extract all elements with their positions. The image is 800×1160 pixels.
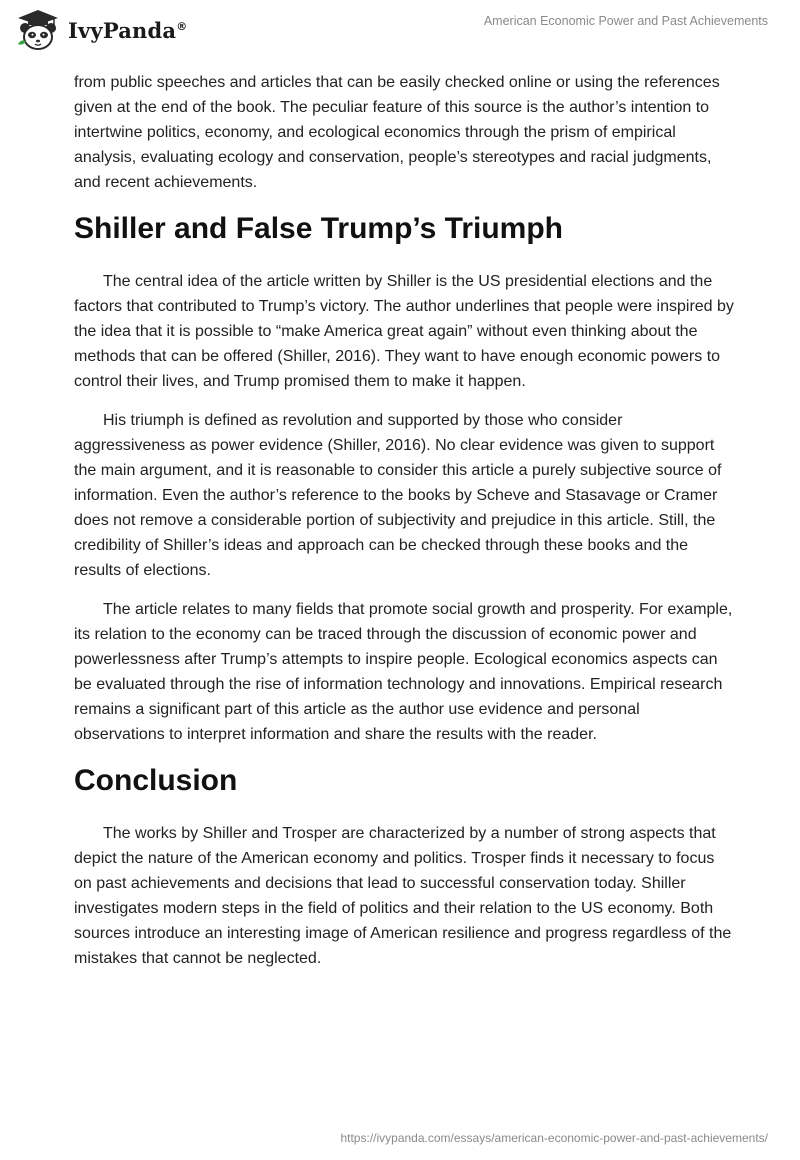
source-url-link[interactable]: https://ivypanda.com/essays/american-economic-power-and-past-achievements/ (340, 1131, 768, 1145)
body-paragraph: The article relates to many fields that promote social growth and prosperity. For example, its relation to the economy can be traced through the discussion of economic power and powerlessness after Trump’s attempts to inspire people. Ecological economics aspects can be evaluated through the rise of information technology and innovations. Empirical research remains a significant part of this article as the author use evidence and personal observations to interpret information and share the results with the reader. (74, 601, 733, 743)
document-title: American Economic Power and Past Achievements (483, 14, 768, 28)
registered-mark: ® (176, 19, 188, 33)
panda-graduate-logo-icon (14, 8, 62, 52)
essay-body (74, 70, 734, 985)
body-paragraph: The central idea of the article written by Shiller is the US presidential elections and the factors that contributed to Trump’s victory. The author underlines that people were inspired by the idea that it is possible to “make America great again” without even thinking about the methods that can be offered (Shiller, 2016). They want to have enough economic powers to control their lives, and Trump promised them to make it happen. (74, 273, 734, 390)
section-heading-shiller: Shiller and False Trump’s Triumph (74, 212, 563, 245)
body-paragraph: His triumph is defined as revolution and supported by those who consider aggressiveness as power evidence (Shiller, 2016). No clear evidence was given to support the main argument, and it is reasonable to consider this article a purely subjective source of information. Even the author’s reference to the books by Scheve and Stasavage or Cramer does not remove a considerable portion of subjectivity and prejudice in this article. Still, the credibility of Shiller’s ideas and approach can be checked through these books and the results of elections. (74, 412, 722, 579)
ivypanda-logo[interactable] (14, 8, 187, 52)
section-heading-conclusion: Conclusion (74, 764, 238, 797)
brand-name: IvyPanda® (68, 17, 188, 43)
page-header (0, 0, 800, 60)
intro-paragraph: from public speeches and articles that can be easily checked online or using the references given at the end of the book. The peculiar feature of this source is the author’s intention to intertwine politics, economy, and ecological economics through the prism of empirical analysis, evaluating ecology and conservation, people’s stereotypes and racial judgments, and recent achievements. (74, 74, 720, 191)
body-paragraph: The works by Shiller and Trosper are characterized by a number of strong aspects that depict the nature of the American economy and politics. Trosper finds it necessary to focus on past achievements and decisions that lead to successful conservation today. Shiller investigates modern steps in the field of politics and their relation to the US economy. Both sources introduce an interesting image of American resilience and progress regardless of the mistakes that cannot be neglected. (74, 825, 732, 967)
